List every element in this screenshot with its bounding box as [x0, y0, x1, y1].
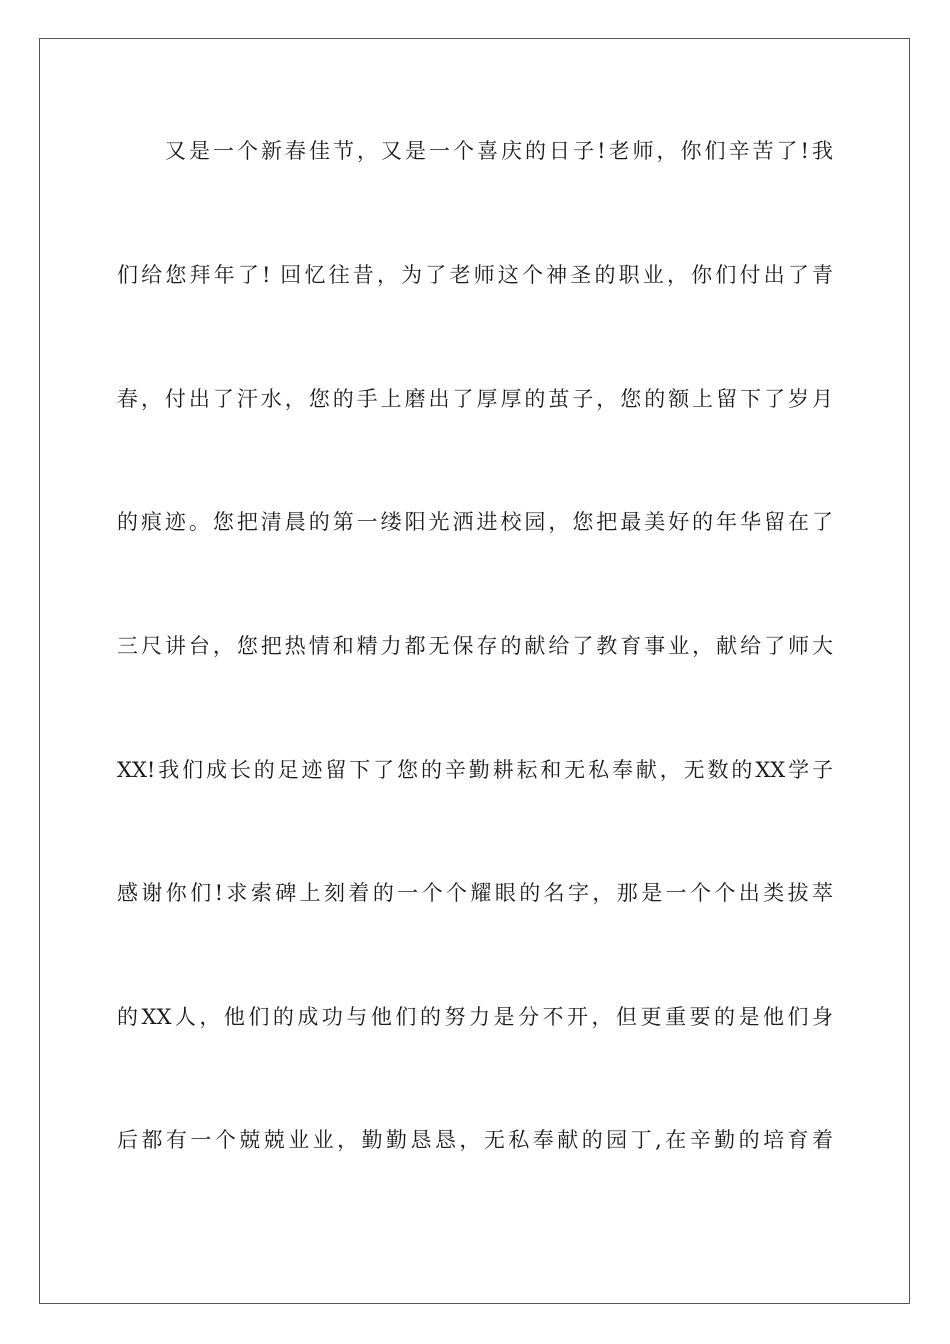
- paragraph-line-8: 的XX人，他们的成功与他们的努力是分不开，但更重要的是他们身: [117, 1005, 833, 1029]
- paragraph-line-1: 又是一个新春佳节，又是一个喜庆的日子!老师，你们辛苦了!我: [165, 139, 833, 163]
- paragraph-line-5: 三尺讲台，您把热情和精力都无保存的献给了教育事业，献给了师大: [117, 634, 833, 658]
- paragraph-line-4: 的痕迹。您把清晨的第一缕阳光洒进校园，您把最美好的年华留在了: [117, 510, 833, 534]
- paragraph-line-9: 后都有一个兢兢业业，勤勤恳恳，无私奉献的园丁,在辛勤的培育着: [117, 1128, 833, 1152]
- paragraph-line-6: XX!我们成长的足迹留下了您的辛勤耕耘和无私奉献，无数的XX学子: [117, 758, 833, 782]
- page-border: [39, 38, 910, 1304]
- paragraph-line-3: 春，付出了汗水，您的手上磨出了厚厚的茧子，您的额上留下了岁月: [117, 387, 833, 411]
- paragraph-line-7: 感谢你们!求索碑上刻着的一个个耀眼的名字，那是一个个出类拔萃: [117, 881, 833, 905]
- paragraph-line-2: 们给您拜年了! 回忆往昔，为了老师这个神圣的职业，你们付出了青: [117, 263, 833, 287]
